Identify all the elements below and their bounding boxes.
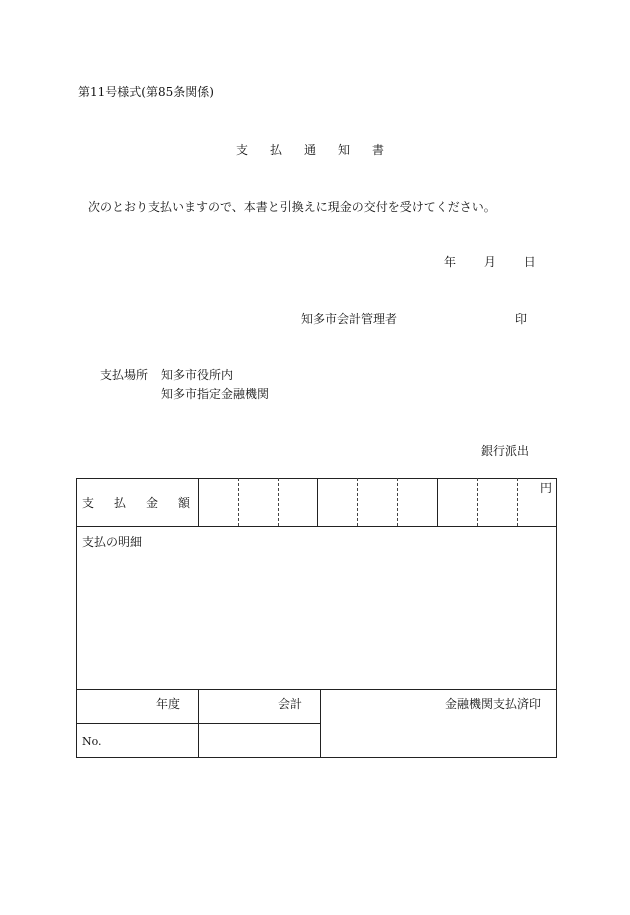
amount-row-divider <box>76 526 557 527</box>
bank-branch: 銀行派出 <box>481 444 530 458</box>
table-border-right <box>556 478 557 758</box>
amount-digit-divider <box>397 478 398 526</box>
instruction-text: 次のとおり支払いますので、本書と引換えに現金の交付を受けてください。 <box>88 200 496 214</box>
amount-group-divider-1 <box>317 478 318 526</box>
date-year: 年 <box>444 255 457 269</box>
account-label: 会計 <box>278 697 303 711</box>
yen-label: 円 <box>540 481 553 495</box>
table-border-bottom <box>76 757 557 758</box>
year-account-divider <box>198 689 199 758</box>
fiscal-year-label: 年度 <box>156 697 181 711</box>
issuer-name: 知多市会計管理者 <box>301 312 398 326</box>
amount-digit-divider <box>517 478 518 526</box>
bank-stamp-label: 金融機関支払済印 <box>445 697 542 711</box>
seal-mark: 印 <box>515 312 528 326</box>
amount-digit-divider <box>238 478 239 526</box>
payment-place-2: 知多市指定金融機関 <box>161 387 270 401</box>
amount-digit-divider <box>477 478 478 526</box>
detail-label: 支払の明細 <box>82 535 143 549</box>
payment-place-1: 知多市役所内 <box>161 368 234 382</box>
date-day: 日 <box>523 255 536 269</box>
form-number: 第11号様式(第85条関係) <box>78 85 214 99</box>
amount-label: 支払金額 <box>82 496 211 510</box>
number-label: No. <box>82 735 102 748</box>
payment-table <box>76 478 557 758</box>
bank-stamp-divider <box>320 689 321 758</box>
amount-group-divider-2 <box>437 478 438 526</box>
detail-row-divider <box>76 689 557 690</box>
table-border-left <box>76 478 77 758</box>
date-row <box>444 256 536 268</box>
amount-digit-divider <box>278 478 279 526</box>
date-month: 月 <box>483 255 496 269</box>
amount-digit-divider <box>357 478 358 526</box>
document-title: 支払通知書 <box>236 143 407 157</box>
payment-place-label: 支払場所 <box>100 368 149 382</box>
